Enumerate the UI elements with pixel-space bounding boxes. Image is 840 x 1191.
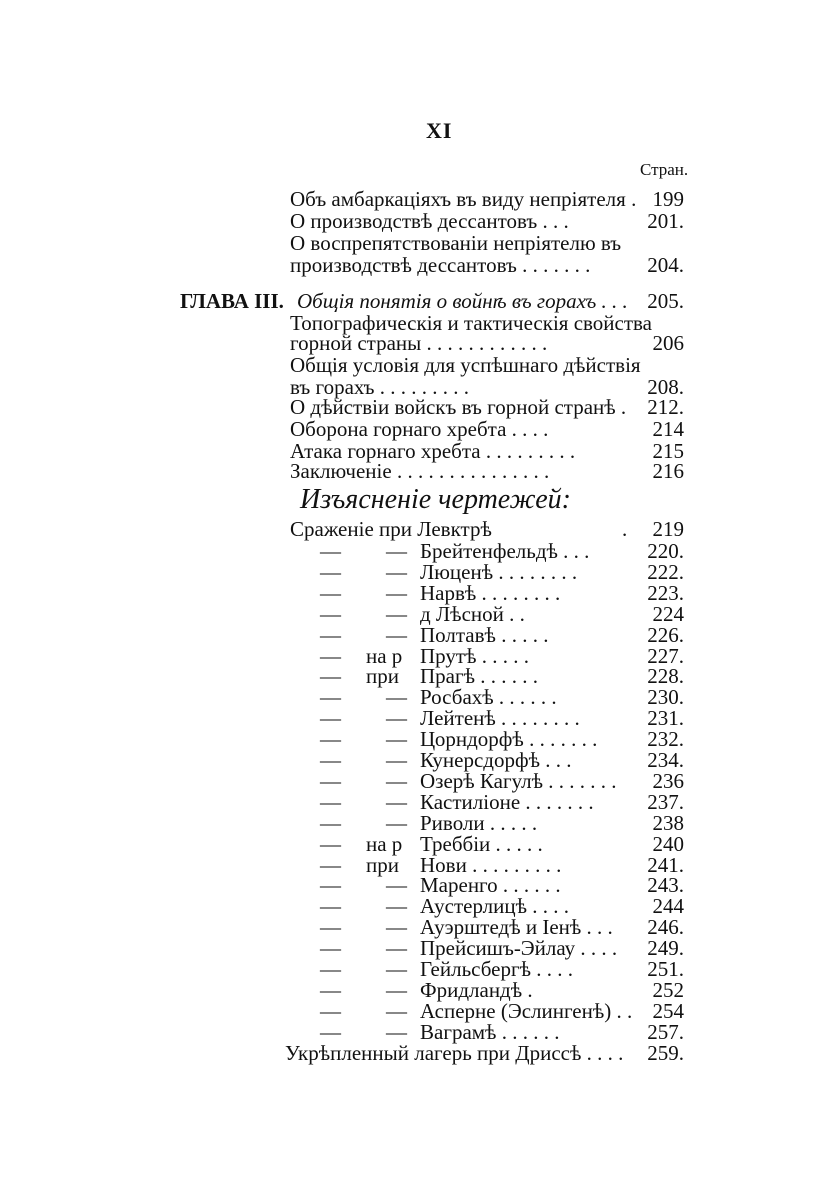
battle-entry-dots: . — [622, 517, 628, 541]
battle-page: 237. — [647, 789, 684, 814]
battle-dash: — — [320, 957, 341, 981]
battle-dash: — — [320, 601, 341, 626]
chapter-page: 205. — [647, 289, 684, 313]
battle-dash: — — [320, 768, 341, 793]
battle-page: 238 — [652, 810, 684, 835]
battle-prep: — — [386, 559, 407, 584]
battle-prep: при — [366, 664, 399, 689]
battle-page: 252 — [652, 977, 684, 1002]
battle-name: Брейтенфельдѣ . . . — [420, 539, 590, 563]
battle-page: 243. — [647, 873, 684, 898]
battle-name: Асперне (Эслингенѣ) . . — [420, 998, 633, 1023]
battle-prep: — — [386, 539, 407, 563]
battle-dash: — — [320, 936, 341, 961]
section-title: Изъясненiе чертежей: — [300, 484, 571, 515]
battle-name: Нарвѣ . . . . . . . . — [420, 580, 561, 605]
battle-name: Прутѣ . . . . . — [420, 643, 529, 668]
toc-entry-page: 199 — [652, 187, 684, 211]
battle-name: Лейтенѣ . . . . . . . . — [420, 706, 580, 731]
battle-page: 254 — [652, 998, 684, 1023]
battle-prep: — — [386, 936, 407, 961]
battle-prep: — — [386, 1019, 407, 1044]
toc-entry-text: Оборона горнаго хребта . . . . — [290, 417, 549, 441]
battle-name: Фридландѣ . — [420, 977, 533, 1002]
battle-dash: — — [320, 706, 341, 731]
column-header: Стран. — [640, 160, 689, 179]
battle-name: Кастилiоне . . . . . . . — [420, 789, 594, 814]
toc-entry-page: 206 — [652, 331, 684, 355]
battle-prep: — — [386, 873, 407, 898]
page-number: XI — [426, 118, 453, 143]
battle-page: 241. — [647, 852, 684, 877]
battle-prep: — — [386, 998, 407, 1023]
toc-entry-page: 201. — [647, 209, 684, 233]
battle-dash: — — [320, 1019, 341, 1044]
toc-entry-page: 259. — [647, 1041, 684, 1065]
battle-name: Озерѣ Кагулѣ . . . . . . . — [420, 768, 617, 793]
toc-entry-text: въ горахъ . . . . . . . . . — [290, 375, 469, 399]
toc-entry-text: Атака горнаго хребта . . . . . . . . . — [290, 439, 576, 463]
battle-dash: — — [320, 894, 341, 919]
battle-prep: — — [386, 580, 407, 605]
battle-page: 220. — [647, 539, 684, 563]
battle-name: Полтавѣ . . . . . — [420, 622, 549, 647]
battle-page: 249. — [647, 936, 684, 961]
toc-entry-text: О производствѣ дессантовъ . . . — [290, 209, 569, 233]
chapter-title: Общiя понятiя о войнѣ въ горахъ . . . — [297, 289, 628, 313]
toc-entry-text: Общiя условiя для успѣшнаго дѣйствiя — [290, 353, 641, 377]
battle-name: Нови . . . . . . . . . — [420, 852, 562, 877]
battle-dash: — — [320, 643, 341, 668]
battle-dash: — — [320, 852, 341, 877]
battle-dash: — — [320, 998, 341, 1023]
battle-prep: — — [386, 957, 407, 981]
battle-dash: — — [320, 559, 341, 584]
battle-name: Аустерлицѣ . . . . — [420, 894, 570, 919]
battle-page: 251. — [647, 957, 684, 981]
battle-prep: на р — [366, 643, 403, 668]
battle-page: 232. — [647, 727, 684, 752]
battle-name: Маренго . . . . . . — [420, 873, 561, 898]
toc-entry-text: О дѣйствiи войскъ въ горной странѣ . — [290, 395, 627, 419]
toc-entry-text: Топографическiя и тактическiя свойства — [290, 311, 652, 335]
battle-name: Гейльсбергѣ . . . . — [420, 957, 573, 981]
battle-page: 224 — [652, 601, 684, 626]
toc-entry-text: Объ амбаркацiяхъ въ виду непрiятеля . — [290, 187, 637, 211]
battle-dash: — — [320, 789, 341, 814]
battle-entry-page: 219 — [652, 517, 684, 541]
battle-dash: — — [320, 664, 341, 689]
battle-page: 228. — [647, 664, 684, 689]
toc-entry-text: Заключенiе . . . . . . . . . . . . . . . — [290, 459, 550, 483]
battle-dash: — — [320, 580, 341, 605]
battle-prep: — — [386, 727, 407, 752]
battle-prep: — — [386, 810, 407, 835]
battle-page: 234. — [647, 748, 684, 772]
battle-name: Прейсишъ-Эйлау . . . . — [420, 936, 618, 961]
battle-dash: — — [320, 727, 341, 752]
battle-page: 223. — [647, 580, 684, 605]
battle-dash: — — [320, 915, 341, 940]
battle-page: 222. — [647, 559, 684, 584]
battle-prep: на р — [366, 831, 403, 856]
battle-page: 231. — [647, 706, 684, 731]
battle-page: 257. — [647, 1019, 684, 1044]
battle-page: 244 — [652, 894, 684, 919]
chapter-label: ГЛАВА III. — [180, 289, 284, 313]
battle-prep: — — [386, 894, 407, 919]
battle-page: 230. — [647, 685, 684, 710]
battle-name: Цорндорфѣ . . . . . . . — [420, 727, 598, 752]
toc-entry-text: Укрѣпленный лагерь при Дриссѣ . . . . — [285, 1041, 624, 1065]
battle-prep: — — [386, 706, 407, 731]
battle-name: д Лѣсной . . — [420, 601, 525, 626]
toc-entry-text: О воспрепятствованiи непрiятелю въ — [290, 231, 622, 255]
battle-name: Ауэрштедѣ и Iенѣ . . . — [420, 915, 613, 940]
battle-name: Прагѣ . . . . . . — [420, 664, 539, 689]
battle-prep: — — [386, 789, 407, 814]
battle-page: 240 — [652, 831, 684, 856]
toc-entry-page: 215 — [652, 439, 684, 463]
battle-dash: — — [320, 873, 341, 898]
battle-name: Люценѣ . . . . . . . . — [420, 559, 578, 584]
toc-entry-text: горной страны . . . . . . . . . . . . — [290, 331, 548, 355]
battle-name: Ваграмѣ . . . . . . — [420, 1019, 560, 1044]
battle-page: 236 — [652, 768, 684, 793]
toc-entry-page: 208. — [647, 375, 684, 399]
battle-prep: — — [386, 601, 407, 626]
battle-page: 226. — [647, 622, 684, 647]
toc-entry-text: производствѣ дессантовъ . . . . . . . — [290, 253, 591, 277]
toc-entry-page: 214 — [652, 417, 684, 441]
battle-dash: — — [320, 539, 341, 563]
battle-name: Треббiи . . . . . — [420, 831, 543, 856]
battle-dash: — — [320, 831, 341, 856]
battle-prep: при — [366, 852, 399, 877]
toc-entry-page: 216 — [652, 459, 684, 483]
toc-entry-page: 204. — [647, 253, 684, 277]
battle-name: Кунерсдорфѣ . . . — [420, 748, 572, 772]
battle-prep: — — [386, 622, 407, 647]
battle-page: 246. — [647, 915, 684, 940]
battle-dash: — — [320, 977, 341, 1002]
battle-prep: — — [386, 685, 407, 710]
battle-dash: — — [320, 622, 341, 647]
battle-dash: — — [320, 748, 341, 772]
battle-dash: — — [320, 810, 341, 835]
battle-prep: — — [386, 977, 407, 1002]
battle-dash: — — [320, 685, 341, 710]
battle-entry-text: Сраженiе при Левктрѣ — [290, 517, 492, 541]
battle-name: Росбахѣ . . . . . . — [420, 685, 557, 710]
battle-name: Риволи . . . . . — [420, 810, 538, 835]
battle-page: 227. — [647, 643, 684, 668]
battle-prep: — — [386, 915, 407, 940]
toc-entry-page: 212. — [647, 395, 684, 419]
battle-prep: — — [386, 748, 407, 772]
battle-prep: — — [386, 768, 407, 793]
